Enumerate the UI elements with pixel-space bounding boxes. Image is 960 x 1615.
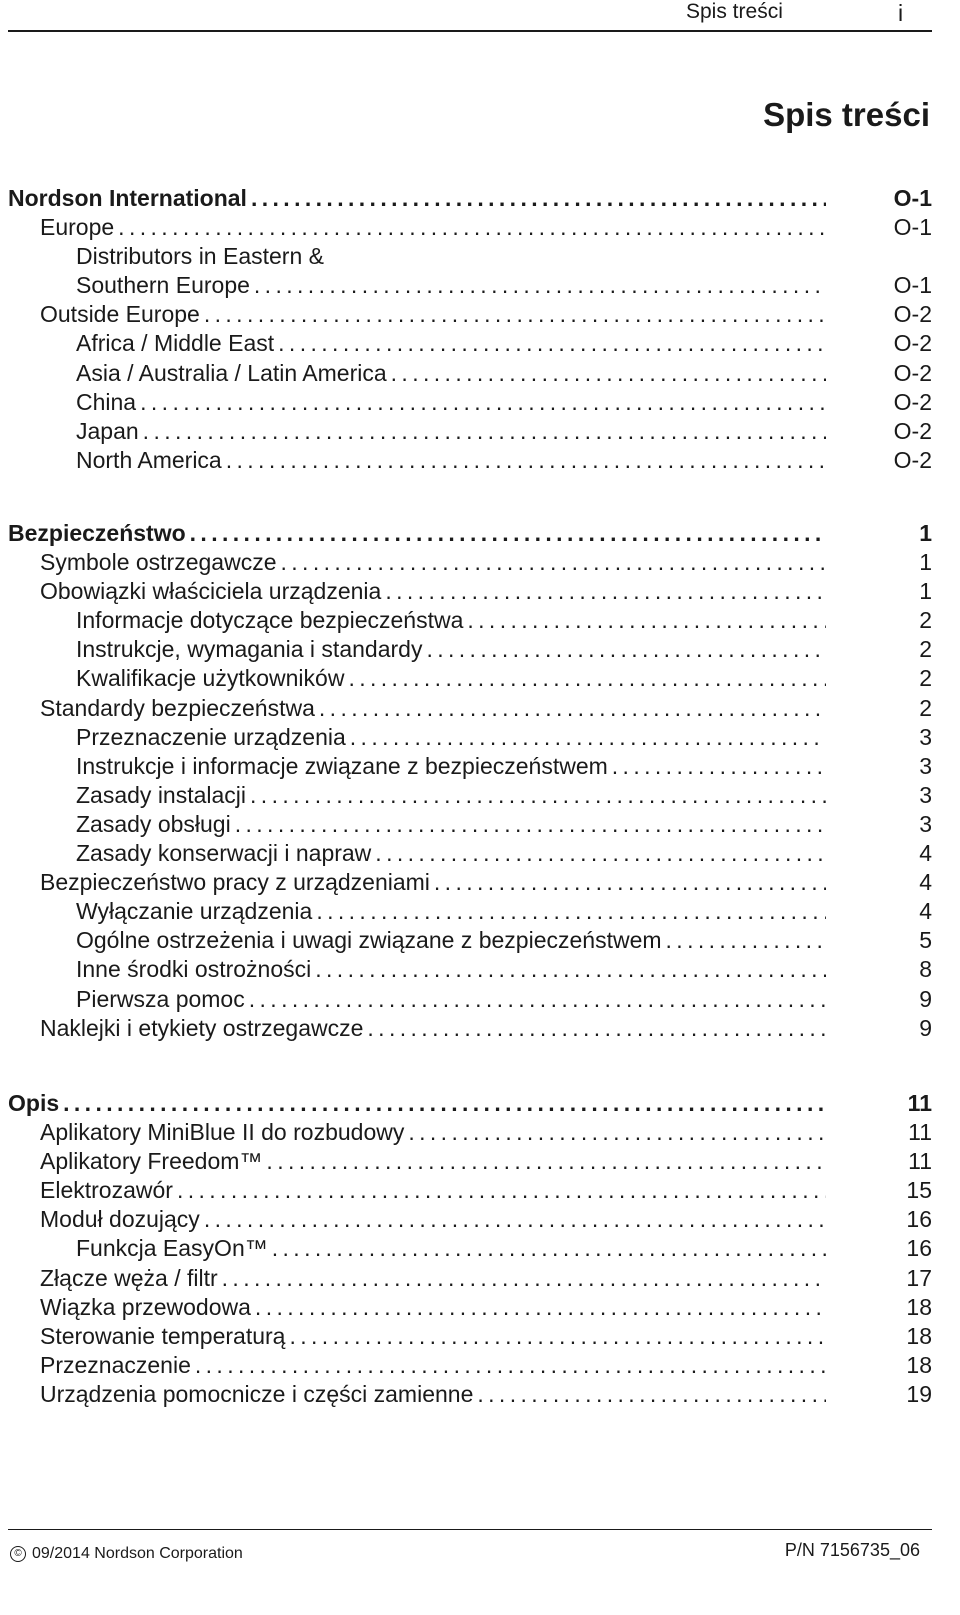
- toc-entry-page: 17: [906, 1264, 932, 1291]
- toc-entry-page: 3: [919, 723, 932, 750]
- toc-entry[interactable]: [8, 577, 932, 606]
- toc-entry[interactable]: [8, 723, 932, 752]
- toc-entry[interactable]: [8, 1234, 932, 1263]
- toc-entry-label: Japan: [76, 417, 139, 444]
- toc-entry-label: Informacje dotyczące bezpieczeństwa: [76, 607, 464, 634]
- toc-entry-label: Opis: [8, 1090, 60, 1116]
- toc-entry-label: Złącze węża / filtr: [40, 1264, 218, 1291]
- toc-entry[interactable]: [8, 446, 932, 475]
- toc-entry-page: 2: [919, 636, 932, 663]
- running-header-page-number: i: [898, 0, 904, 26]
- toc-entry-label: Zasady obsługi: [76, 810, 231, 837]
- toc-entry-label: Symbole ostrzegawcze: [40, 549, 277, 576]
- toc-entry-page: 2: [919, 607, 932, 634]
- toc-entry-label: Instrukcje, wymagania i standardy: [76, 636, 423, 663]
- toc-entry-page: 2: [919, 665, 932, 692]
- toc-entry-page: O-2: [893, 417, 932, 444]
- toc-entry-page: O-2: [893, 301, 932, 328]
- toc-entry[interactable]: [8, 184, 932, 213]
- toc-entry-page: 15: [906, 1177, 932, 1204]
- toc-entry-page: 3: [919, 752, 932, 779]
- toc-entry[interactable]: [8, 810, 932, 839]
- toc-entry[interactable]: [8, 1380, 932, 1409]
- toc-entry-page: 4: [919, 840, 932, 867]
- header-divider: [8, 30, 932, 32]
- toc-entry-label: Inne środki ostrożności: [76, 956, 312, 983]
- copyright-icon: ©: [10, 1546, 26, 1562]
- toc-entry[interactable]: [8, 1089, 932, 1118]
- toc-entry-label: Outside Europe: [40, 301, 200, 328]
- toc-entry-label: Wyłączanie urządzenia: [76, 898, 313, 925]
- toc-entry-label: Pierwsza pomoc: [76, 985, 245, 1012]
- toc-entry-label: Distributors in Eastern &: [76, 243, 324, 270]
- toc-entry-page: O-1: [893, 214, 932, 241]
- toc-entry[interactable]: [8, 1176, 932, 1205]
- toc-entry-page: O-2: [893, 446, 932, 473]
- toc-entry[interactable]: [8, 1264, 932, 1293]
- toc-entry-label: Funkcja EasyOn™: [76, 1235, 268, 1262]
- toc-entry-page: 3: [919, 810, 932, 837]
- toc-entry-label: Obowiązki właściciela urządzenia: [40, 578, 382, 605]
- toc-entry-label: North America: [76, 446, 222, 473]
- toc-entry[interactable]: [8, 839, 932, 868]
- toc-entry-page: O-1: [893, 185, 932, 211]
- toc-entry[interactable]: [8, 694, 932, 723]
- toc-entry[interactable]: [8, 897, 932, 926]
- toc-entry-page: 16: [906, 1235, 932, 1262]
- toc-entry-page: O-2: [893, 388, 932, 415]
- toc-entry[interactable]: [8, 752, 932, 781]
- toc-entry-page: 19: [906, 1380, 932, 1407]
- toc-entry[interactable]: [8, 1293, 932, 1322]
- toc-entry-page: 11: [908, 1119, 932, 1146]
- toc-entry-label: Urządzenia pomocnicze i części zamienne: [40, 1380, 474, 1407]
- toc-section: [8, 184, 932, 475]
- toc-entry-label: Nordson International: [8, 185, 247, 211]
- toc-entry-page: 4: [919, 898, 932, 925]
- toc-entry[interactable]: [8, 359, 932, 388]
- toc-entry-page: O-2: [893, 330, 932, 357]
- toc-entry[interactable]: [8, 606, 932, 635]
- toc-entry-label: Europe: [40, 214, 115, 241]
- toc-entry-page: 1: [919, 578, 932, 605]
- toc-entry-label: Africa / Middle East: [76, 330, 275, 357]
- toc-section: [8, 519, 932, 1043]
- footer-copyright: [10, 1545, 243, 1563]
- toc-entry[interactable]: [8, 926, 932, 955]
- toc-entry[interactable]: [8, 548, 932, 577]
- toc-entry[interactable]: [8, 1014, 932, 1043]
- toc-entry-label: Asia / Australia / Latin America: [76, 359, 387, 386]
- toc-entry[interactable]: [8, 242, 932, 271]
- toc-entry-label: Bezpieczeństwo: [8, 520, 186, 546]
- toc-entry-page: 18: [906, 1351, 932, 1378]
- toc-entry-page: 18: [906, 1293, 932, 1320]
- toc-entry-page: 9: [919, 1014, 932, 1041]
- toc-entry-label: Southern Europe: [76, 272, 250, 299]
- toc-entry[interactable]: [8, 1147, 932, 1176]
- running-header-title: Spis treści: [686, 0, 783, 23]
- toc-entry-label: Bezpieczeństwo pracy z urządzeniami: [40, 869, 430, 896]
- toc-entry-label: Zasady konserwacji i napraw: [76, 840, 372, 867]
- toc-entry-page: 11: [907, 1090, 932, 1116]
- toc-entry-page: 4: [919, 869, 932, 896]
- toc-entry-page: O-2: [893, 359, 932, 386]
- toc-entry-page: 11: [908, 1148, 932, 1175]
- toc-entry[interactable]: [8, 1322, 932, 1351]
- toc-entry-label: Kwalifikacje użytkowników: [76, 665, 345, 692]
- toc-section: [8, 1089, 932, 1409]
- toc-entry-page: 2: [919, 694, 932, 721]
- toc-entry-page: 18: [906, 1322, 932, 1349]
- toc-entry-label: Ogólne ostrzeżenia i uwagi związane z bezpieczeństwem: [76, 927, 662, 954]
- toc-entry[interactable]: [8, 271, 932, 300]
- toc-entry-label: Sterowanie temperaturą: [40, 1322, 286, 1349]
- toc-entry-label: Aplikatory MiniBlue II do rozbudowy: [40, 1119, 405, 1146]
- toc-entry-label: Zasady instalacji: [76, 781, 247, 808]
- toc-entry[interactable]: [8, 868, 932, 897]
- toc-entry-label: China: [76, 388, 137, 415]
- toc-entry-page: 1: [919, 520, 932, 546]
- toc-entry[interactable]: [8, 1351, 932, 1380]
- toc-entry[interactable]: [8, 664, 932, 693]
- toc-entry-label: Naklejki i etykiety ostrzegawcze: [40, 1014, 364, 1041]
- toc-entry[interactable]: [8, 417, 932, 446]
- toc-entry[interactable]: [8, 985, 932, 1014]
- toc-entry-page: 5: [919, 927, 932, 954]
- toc-entry[interactable]: [8, 213, 932, 242]
- toc-entry[interactable]: [8, 781, 932, 810]
- toc-entry-page: 8: [919, 956, 932, 983]
- toc-entry-label: Moduł dozujący: [40, 1206, 200, 1233]
- toc-entry-page: 1: [919, 549, 932, 576]
- toc-entry[interactable]: [8, 955, 932, 984]
- toc-entry[interactable]: [8, 1205, 932, 1234]
- toc-entry[interactable]: [8, 300, 932, 329]
- toc-entry-page: 9: [919, 985, 932, 1012]
- toc-entry[interactable]: [8, 519, 932, 548]
- toc-entry-label: Wiązka przewodowa: [40, 1293, 251, 1320]
- footer-divider: [8, 1529, 932, 1530]
- toc-entry-label: Standardy bezpieczeństwa: [40, 694, 315, 721]
- toc-entry[interactable]: [8, 329, 932, 358]
- toc-entry-label: Elektrozawór: [40, 1177, 173, 1204]
- footer-part-number: P/N 7156735_06: [784, 1540, 920, 1560]
- toc-entry[interactable]: [8, 1118, 932, 1147]
- toc-entry-label: Aplikatory Freedom™: [40, 1148, 263, 1175]
- toc-entry[interactable]: [8, 388, 932, 417]
- toc-entry[interactable]: [8, 635, 932, 664]
- footer-copyright-text: 09/2014 Nordson Corporation: [32, 1545, 243, 1562]
- toc-entry-label: Przeznaczenie urządzenia: [76, 723, 346, 750]
- toc-entry-label: Instrukcje i informacje związane z bezpieczeństwem: [76, 752, 608, 779]
- toc-entry-label: Przeznaczenie: [40, 1351, 191, 1378]
- toc-entry-page: 16: [906, 1206, 932, 1233]
- page-title: Spis treści: [763, 96, 930, 133]
- toc-entry-page: O-1: [893, 272, 932, 299]
- toc-entry-page: 3: [919, 781, 932, 808]
